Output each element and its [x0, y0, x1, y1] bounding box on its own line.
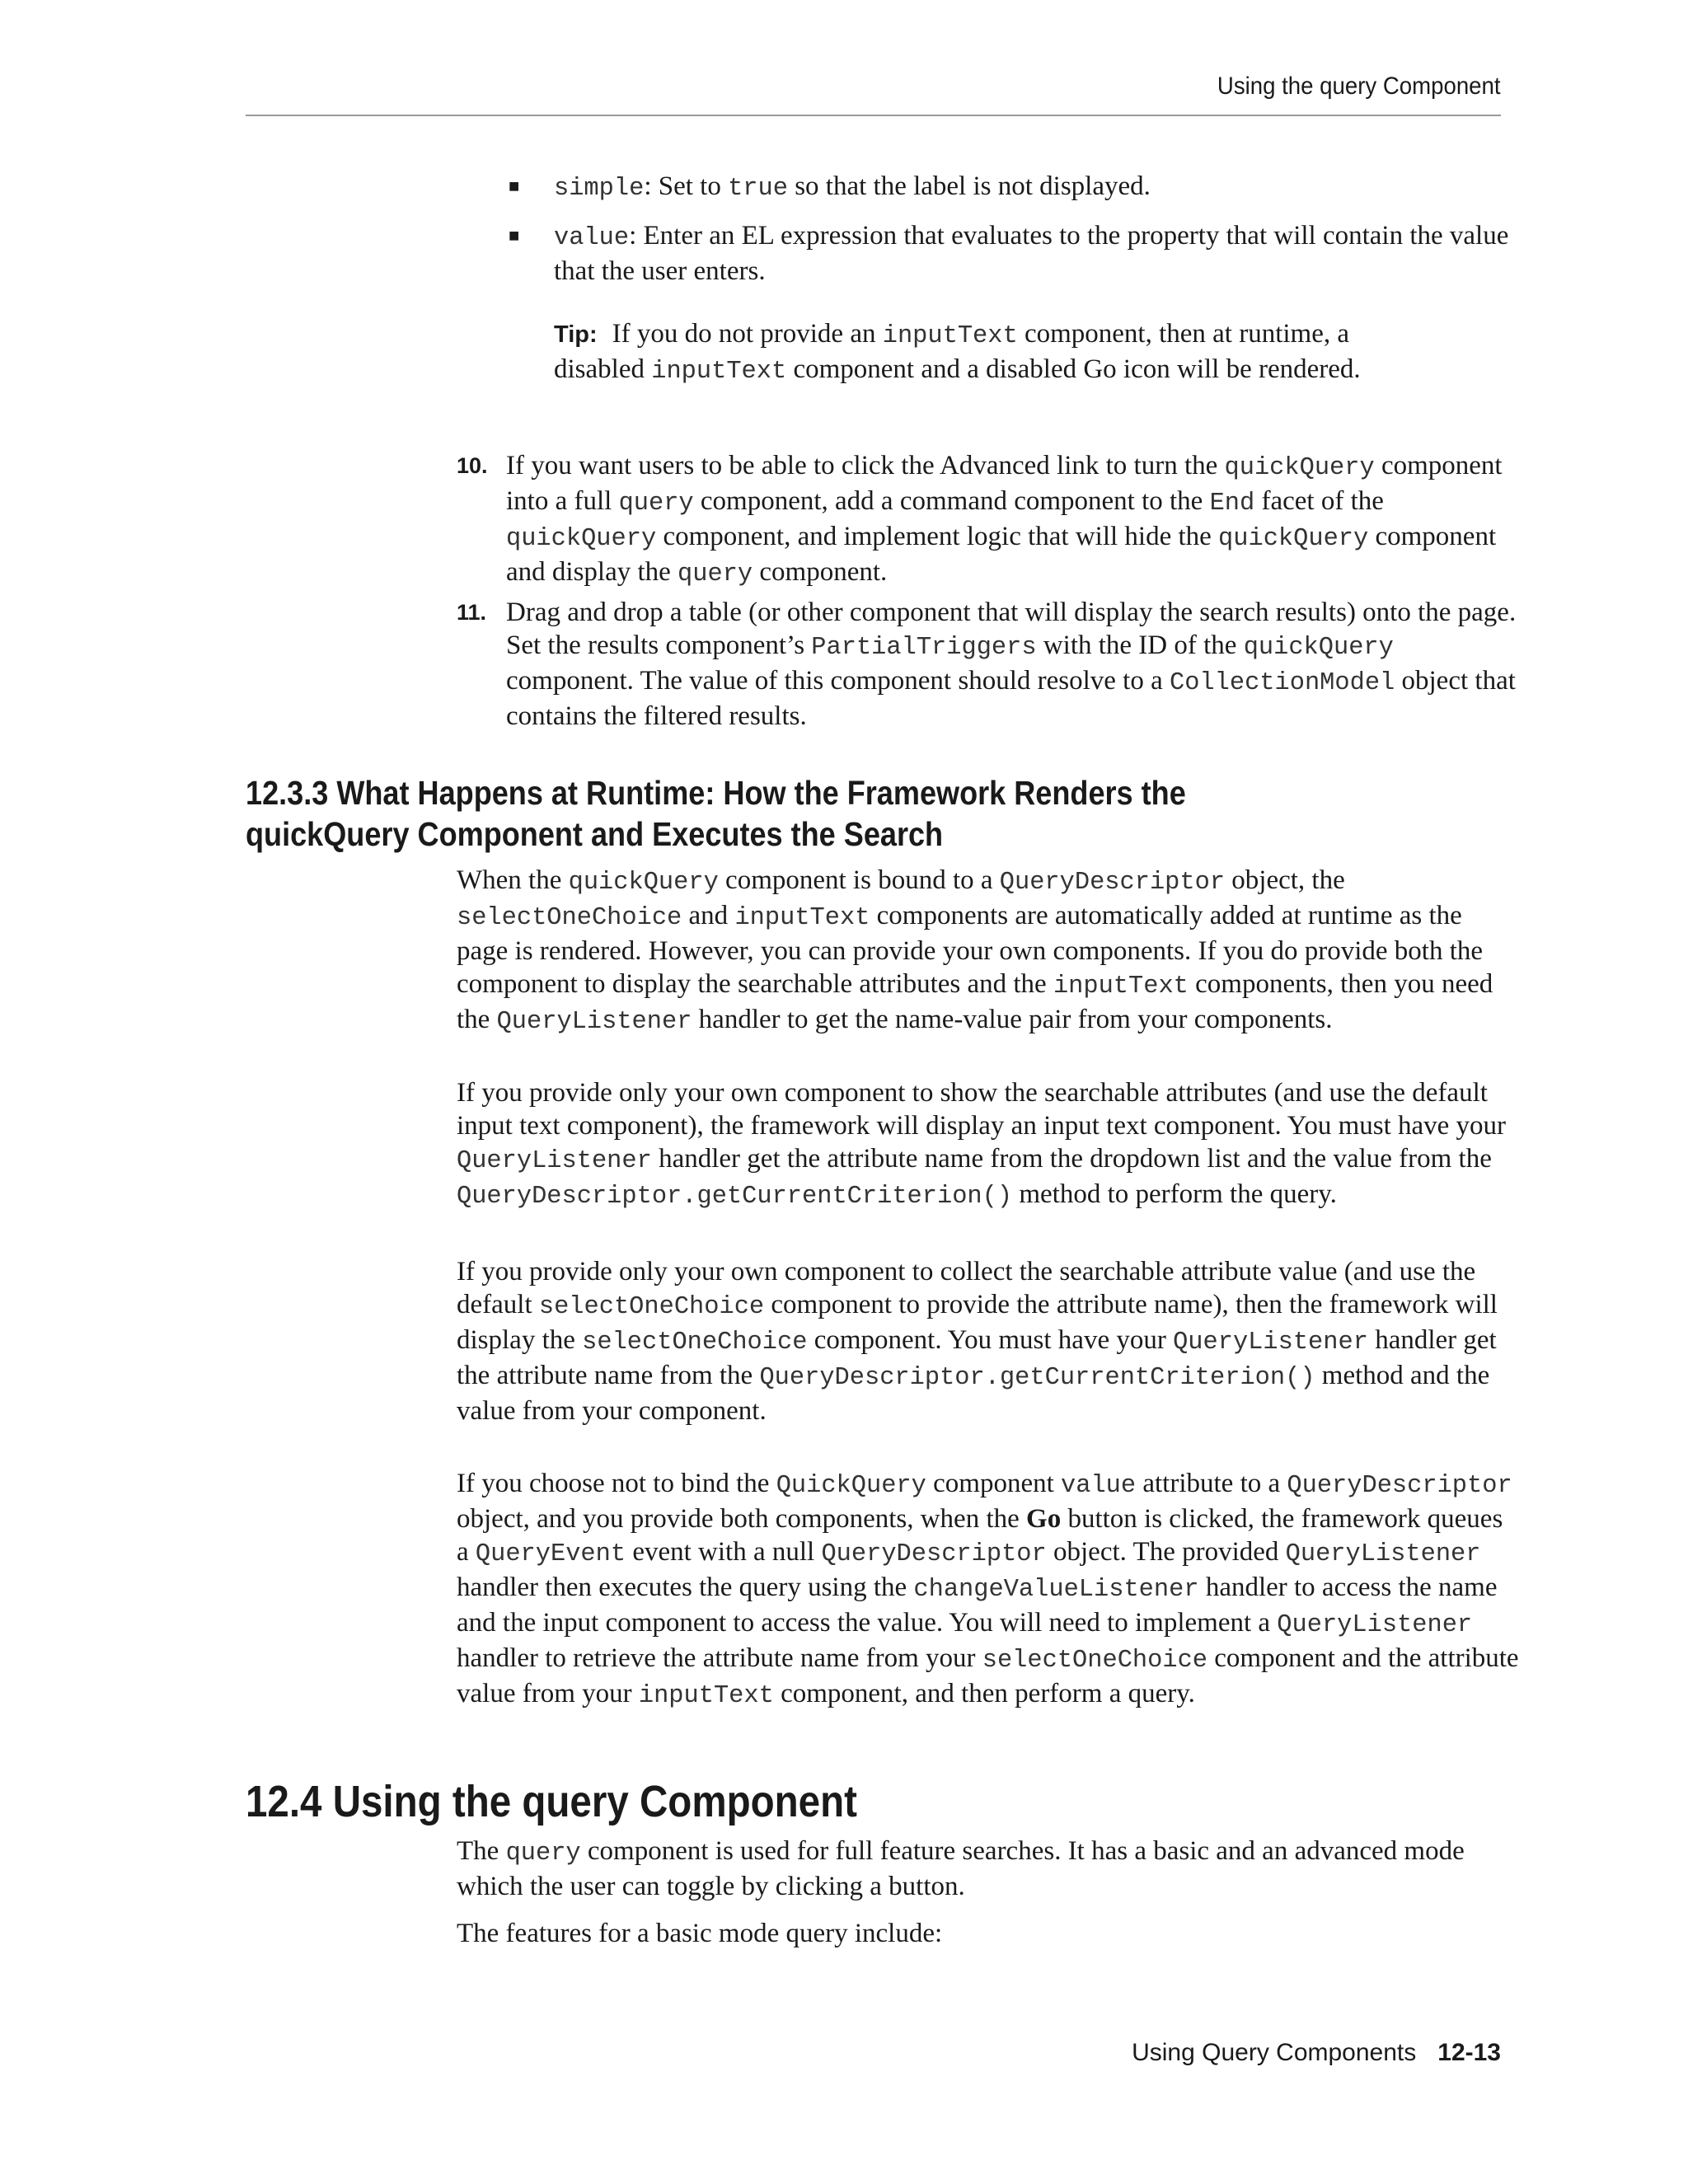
- bullet-marker: ■: [509, 225, 520, 246]
- page-number: 12-13: [1437, 2039, 1501, 2066]
- step-11: 11. Drag and drop a table (or other component that will display the search results) onto the page. Set the results component’s PartialTriggers with the ID of the quickQuery component. The value of this component should resolve to a CollectionModel object that contains the filtered results.: [457, 598, 1517, 731]
- step-10: 10. If you want users to be able to click the Advanced link to turn the quickQuery component into a full query component, add a command component to the End facet of the quickQuery component, and implement logic that will hide the quickQuery component and display the query component.: [457, 451, 1503, 588]
- paragraph: When the quickQuery component is bound to a QueryDescriptor object, the selectOneChoice and inputText components are automatically added at runtime as the page is rendered. However, you can provide your own components. If you do provide both the component to display the searchable attributes and the inputText components, then you need the QueryListener handler to get the name-value pair from your components.: [457, 865, 1493, 1036]
- paragraph: If you choose not to bind the QuickQuery component value attribute to a QueryDescriptor object, and you provide both components, when the Go button is clicked, the framework queues a QueryEvent event with a null QueryDescriptor object. The provided QueryListener handler then executes the query using the changeValueListener handler to access the name and the input component to access the value. You will need to implement a QueryListener handler to retrieve the attribute name from your selectOneChoice component and the attribute value from your inputText component, and then perform a query.: [457, 1469, 1519, 1710]
- paragraph: If you provide only your own component to show the searchable attributes (and use the default input text component), the framework will display an input text component. You must have your QueryListener handler get the attribute name from the dropdown list and the value from the QueryDescriptor.getCurrentCriterion() method to perform the query.: [457, 1078, 1507, 1211]
- running-header: Using the query Component: [1217, 73, 1501, 100]
- paragraph: The features for a basic mode query include:: [457, 1919, 943, 1948]
- bullet-marker: ■: [509, 176, 520, 196]
- tip-note: Tip: If you do not provide an inputText component, then at runtime, a disabled inputText component and a disabled Go icon will be rendered.: [554, 319, 1361, 386]
- header-rule: [246, 115, 1501, 116]
- section-heading-12-4: 12.4 Using the query Component: [246, 1777, 857, 1826]
- tip-label: Tip:: [554, 321, 598, 348]
- step-number: 11.: [457, 600, 487, 625]
- paragraph: If you provide only your own component to collect the searchable attribute value (and use the default selectOneChoice component to provide the attribute name), then the framework will display the selectOneChoice component. You must have your QueryListener handler get the attribute name from the QueryDescriptor.getCurrentCriterion() method and the value from your component.: [457, 1257, 1498, 1426]
- bullet-value: ■ value: Enter an EL expression that evaluates to the property that will contain the value that the user enters.: [509, 221, 1509, 286]
- footer-title: Using Query Components: [1132, 2039, 1417, 2066]
- step-number: 10.: [457, 453, 488, 478]
- paragraph: The query component is used for full feature searches. It has a basic and an advanced mode which the user can toggle by clicking a button.: [457, 1836, 1465, 1901]
- section-heading-12-3-3: 12.3.3 What Happens at Runtime: How the Framework Renders the quickQuery Component and Executes the Search: [246, 774, 1186, 853]
- page-footer: [1132, 2039, 1501, 2067]
- bullet-simple: ■ simple: Set to true so that the label is not displayed.: [509, 171, 1151, 203]
